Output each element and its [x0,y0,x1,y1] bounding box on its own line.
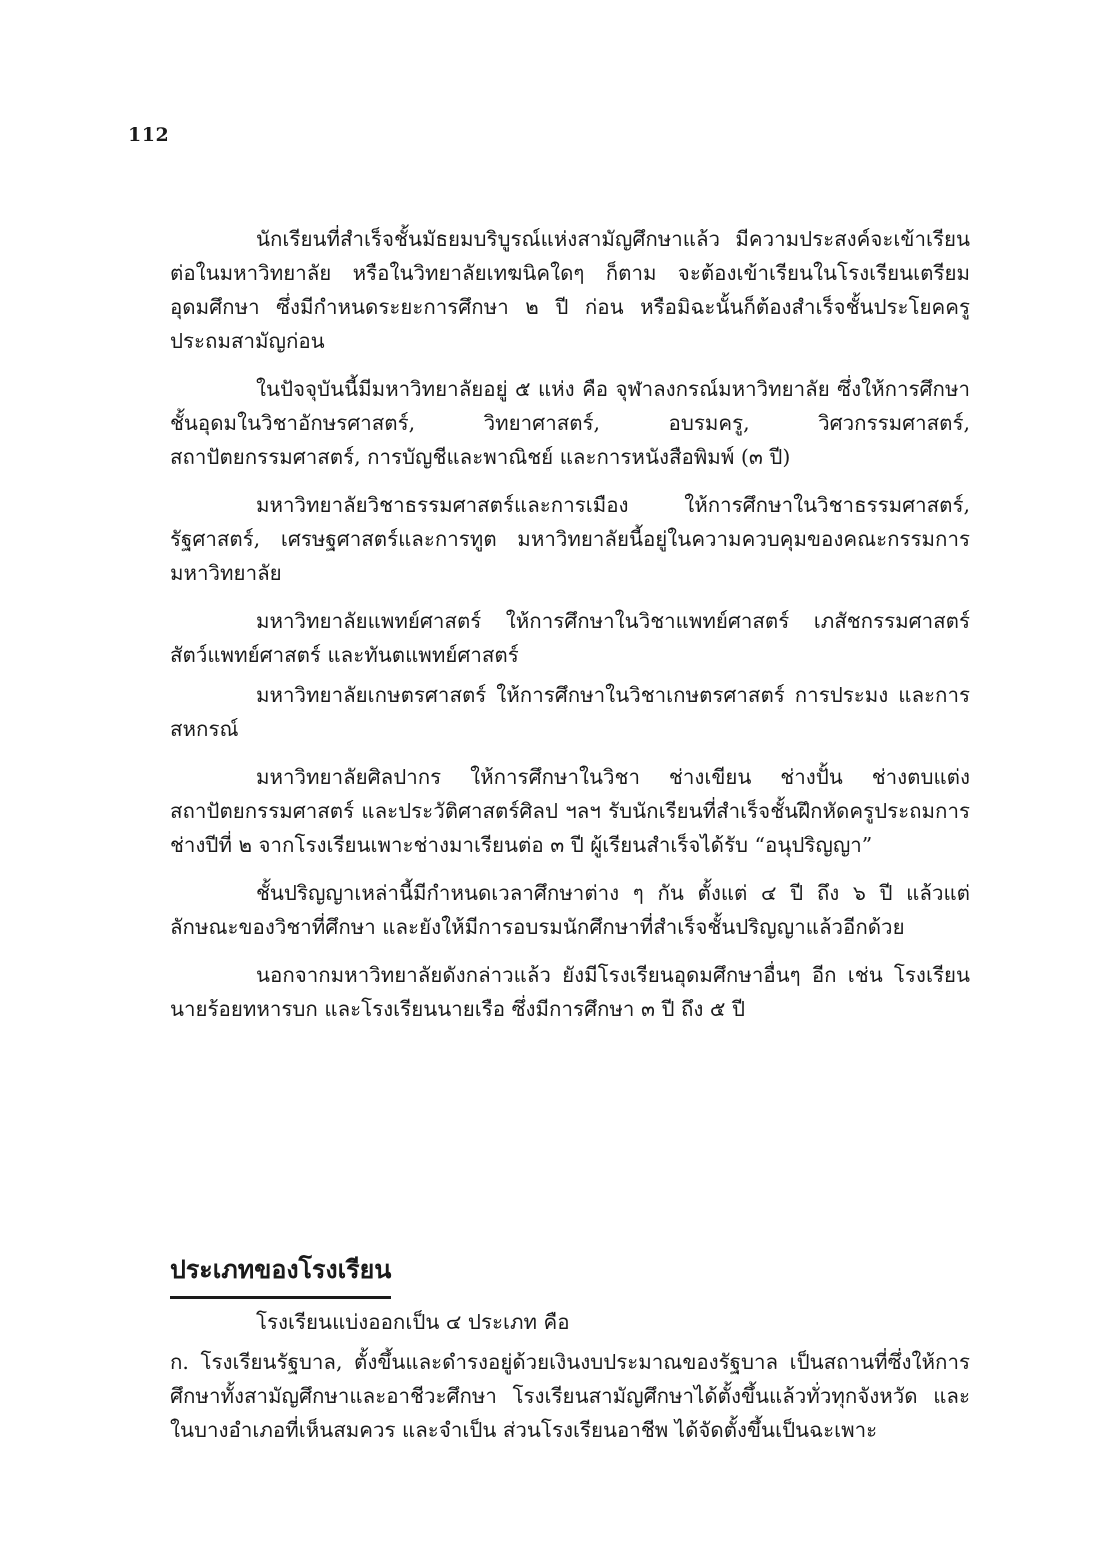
school-types-section [170,1250,970,1447]
section-title: ประเภทของโรงเรียน [170,1250,391,1299]
paragraph-thammasat: มหาวิทยาลัยวิชาธรรมศาสตร์และการเมือง ให้การศึกษาในวิชาธรรมศาสตร์, รัฐศาสตร์, เศรษฐศาสตร์และการทูต มหาวิทยาลัยนี้อยู่ในความควบคุมของคณะกรรมการมหาวิทยาลัย [170,493,970,585]
paragraph-chulalongkorn: ในปัจจุบันนี้มีมหาวิทยาลัยอยู่ ๕ แห่ง คือ จุฬาลงกรณ์มหาวิทยาลัย ซึ่งให้การศึกษาชั้นอุดมในวิชาอักษรศาสตร์, วิทยาศาสตร์, อบรมครู, วิศวกรรมศาสตร์, สถาปัตยกรรมศาสตร์, การบัญชีและพาณิชย์ และการหนังสือพิมพ์ (๓ ปี) [170,377,970,469]
section-intro: โรงเรียนแบ่งออกเป็น ๔ ประเภท คือ [256,1310,570,1334]
page-number: 112 [128,124,170,146]
paragraph-medical: มหาวิทยาลัยแพทย์ศาสตร์ ให้การศึกษาในวิชาแพทย์ศาสตร์ เภสัชกรรมศาสตร์ สัตว์แพทย์ศาสตร์ และทันตแพทย์ศาสตร์ [170,609,970,667]
paragraph-kasetsart: มหาวิทยาลัยเกษตรศาสตร์ ให้การศึกษาในวิชาเกษตรศาสตร์ การประมง และการสหกรณ์ [170,683,970,741]
paragraph-degree-duration: ชั้นปริญญาเหล่านี้มีกำหนดเวลาศึกษาต่าง ๆ กัน ตั้งแต่ ๔ ปี ถึง ๖ ปี แล้วแต่ลักษณะของวิชาที่ศึกษา และยังให้มีการอบรมนักศึกษาที่สำเร็จชั้นปริญญาแล้วอีกด้วย [170,881,970,939]
paragraph-silpakorn: มหาวิทยาลัยศิลปากร ให้การศึกษาในวิชา ช่างเขียน ช่างปั้น ช่างตบแต่งสถาปัตยกรรมศาสตร์ และประวัติศาสตร์ศิลป ฯลฯ รับนักเรียนที่สำเร็จชั้นฝึกหัดครูประถมการช่างปีที่ ๒ จากโรงเรียนเพาะช่างมาเรียนต่อ ๓ ปี ผู้เรียนสำเร็จได้รับ “อนุปริญญา” [170,765,970,857]
paragraph-prep-school: นักเรียนที่สำเร็จชั้นมัธยมบริบูรณ์แห่งสามัญศึกษาแล้ว มีความประสงค์จะเข้าเรียนต่อในมหาวิทยาลัย หรือในวิทยาลัยเทฆนิคใดๆ ก็ตาม จะต้องเข้าเรียนในโรงเรียนเตรียมอุดมศึกษา ซึ่งมีกำหนดระยะการศึกษา ๒ ปี ก่อน หรือมิฉะนั้นก็ต้องสำเร็จชั้นประโยคครูประถมสามัญก่อน [170,227,970,353]
list-item-government-school: ก. โรงเรียนรัฐบาล, ตั้งขึ้นและดำรงอยู่ด้วยเงินงบประมาณของรัฐบาล เป็นสถานที่ซึ่งให้การศึกษาทั้งสามัญศึกษาและอาชีวะศึกษา โรงเรียนสามัญศึกษาได้ตั้งขึ้นแล้วทั่วทุกจังหวัด และในบางอำเภอที่เห็นสมควร และจำเป็น ส่วนโรงเรียนอาชีพ ได้จัดตั้งขึ้นเป็นฉะเพาะ [170,1350,970,1442]
paragraph-other-institutions: นอกจากมหาวิทยาลัยดังกล่าวแล้ว ยังมีโรงเรียนอุดมศึกษาอื่นๆ อีก เช่น โรงเรียนนายร้อยทหารบก และโรงเรียนนายเรือ ซึ่งมีการศึกษา ๓ ปี ถึง ๕ ปี [170,963,970,1021]
body-text [170,222,970,1040]
